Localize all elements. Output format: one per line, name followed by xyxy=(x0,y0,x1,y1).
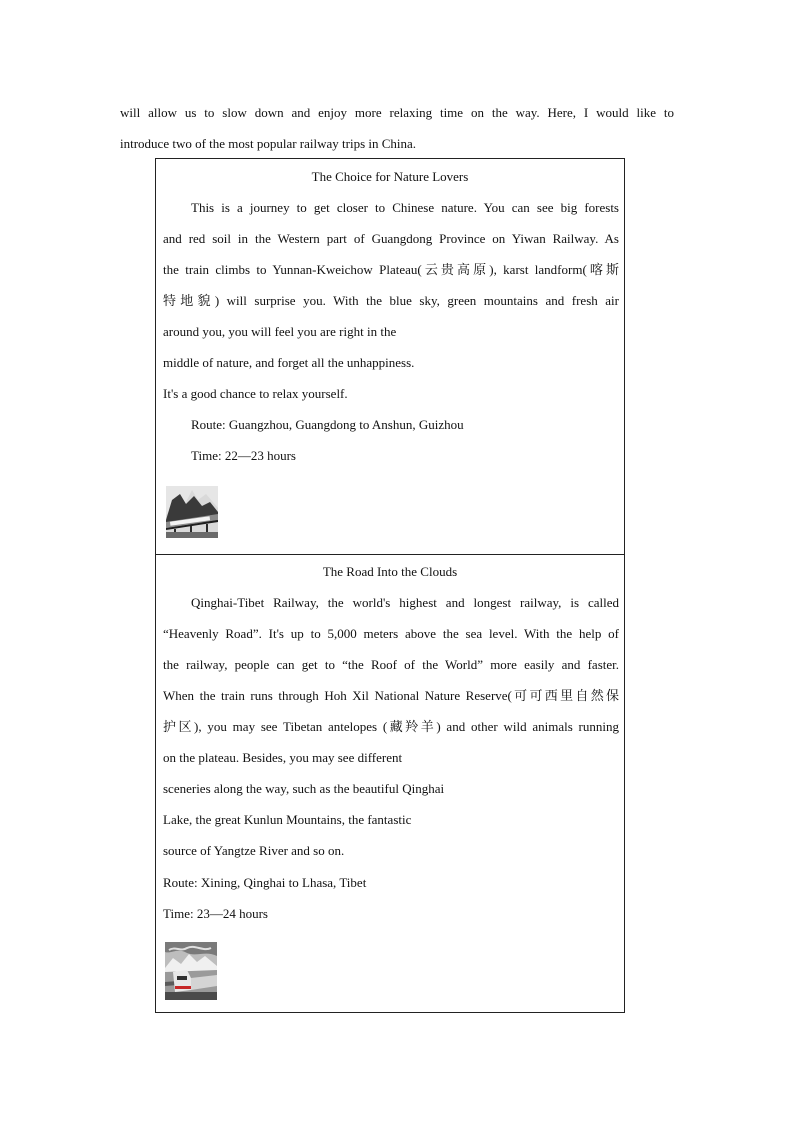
trip-text-line: source of Yangtze River and so on. xyxy=(163,843,345,858)
trip-text-line: This is a journey to get closer to Chinese nature. You can see big forests xyxy=(191,200,619,215)
trip-route: Route: Xining, Qinghai to Lhasa, Tibet xyxy=(163,875,367,890)
trip-time: Time: 23—24 hours xyxy=(163,906,268,921)
train-bridge-image xyxy=(166,486,218,538)
trip-text-line: on the plateau. Besides, you may see different xyxy=(163,750,403,765)
trip-box-nature-lovers xyxy=(155,158,625,555)
intro-line-2: introduce two of the most popular railway trips in China. xyxy=(120,136,417,151)
trip-box-road-into-clouds xyxy=(155,554,625,1013)
trip-text-line: 特地貌) will surprise you. With the blue sky, green mountains and fresh air xyxy=(163,293,619,308)
trip-text-line: the railway, people can get to “the Roof of the World” more easily and faster. xyxy=(163,657,619,672)
trip-title: The Choice for Nature Lovers xyxy=(311,169,469,184)
trip-text-line: and red soil in the Western part of Guangdong Province on Yiwan Railway. As xyxy=(163,231,619,246)
trip-text-line: “Heavenly Road”. It's up to 5,000 meters above the sea level. With the help of xyxy=(163,626,619,641)
trip-text-line: the train climbs to Yunnan-Kweichow Plateau(云贵高原), karst landform(喀斯 xyxy=(163,262,619,277)
trip-title: The Road Into the Clouds xyxy=(322,564,458,579)
trip-text-line: It's a good chance to relax yourself. xyxy=(163,386,348,401)
trip-time: Time: 22—23 hours xyxy=(191,448,296,463)
trip-text-line: When the train runs through Hoh Xil National Nature Reserve(可可西里自然保 xyxy=(163,688,619,703)
trip-text-line: Lake, the great Kunlun Mountains, the fantastic xyxy=(163,812,412,827)
train-photo-plateau xyxy=(165,942,217,1000)
train-plateau-image xyxy=(165,942,217,1000)
trip-text-line: 护区), you may see Tibetan antelopes (藏羚羊) and other wild animals running xyxy=(163,719,619,734)
trip-route: Route: Guangzhou, Guangdong to Anshun, Guizhou xyxy=(191,417,464,432)
trip-text-line: sceneries along the way, such as the beautiful Qinghai xyxy=(163,781,445,796)
intro-line-1: will allow us to slow down and enjoy more relaxing time on the way. Here, I would like to xyxy=(120,105,674,120)
trip-text-line: around you, you will feel you are right in the xyxy=(163,324,397,339)
trip-text-line: Qinghai-Tibet Railway, the world's highest and longest railway, is called xyxy=(191,595,619,610)
train-photo-bridge xyxy=(166,486,218,538)
trip-text-line: middle of nature, and forget all the unhappiness. xyxy=(163,355,415,370)
